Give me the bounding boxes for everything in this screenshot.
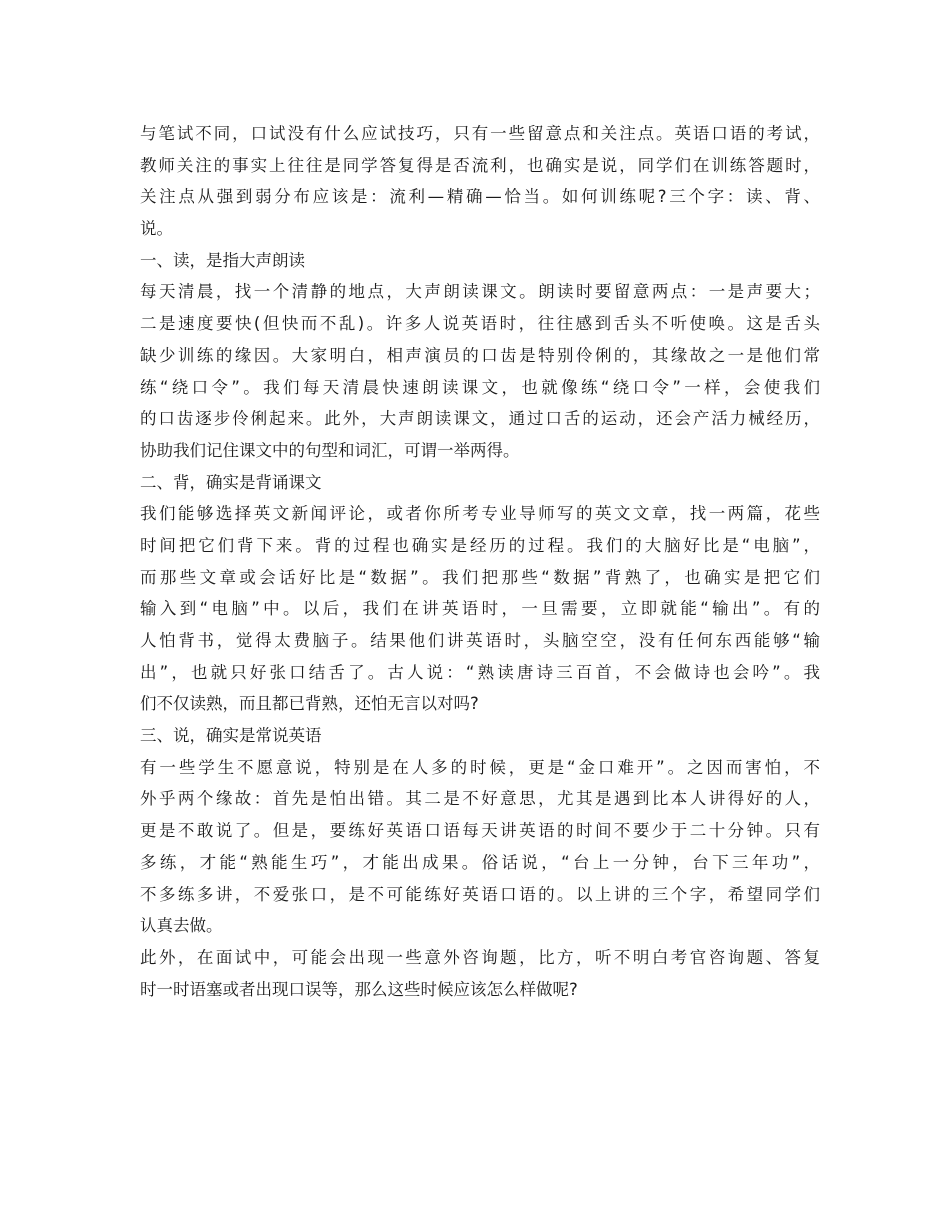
- text-line: 时间把它们背下来。背的过程也确实是经历的过程。我们的大脑好比是“电脑”，: [140, 535, 820, 555]
- text-line: 教师关注的事实上往往是同学答复得是否流利，也确实是说，同学们在训练答题时，: [140, 155, 820, 175]
- text-line: 二是速度要快(但快而不乱)。许多人说英语时，往往感到舌头不听使唤。这是舌头: [140, 314, 820, 334]
- text-line: 时一时语塞或者出现口误等，那么这些时候应该怎么样做呢?: [140, 979, 578, 999]
- text-line: 的口齿逐步伶俐起来。此外，大声朗读课文，通过口舌的运动，还会产活力械经历，: [140, 409, 820, 429]
- text-line: 输入到“电脑”中。以后，我们在讲英语时，一旦需要，立即就能“输出”。有的: [140, 599, 820, 619]
- text-line: 认真去做。: [140, 916, 223, 936]
- text-line: 而那些文章或会话好比是“数据”。我们把那些“数据”背熟了，也确实是把它们: [140, 567, 820, 587]
- text-line: 缺少训练的缘因。大家明白，相声演员的口齿是特别伶俐的，其缘故之一是他们常: [140, 345, 820, 365]
- text-line: 外乎两个缘故：首先是怕出错。其二是不好意思，尤其是遇到比本人讲得好的人，: [140, 789, 820, 809]
- text-line: 一、读，是指大声朗读: [140, 250, 305, 270]
- text-line: 此外，在面试中，可能会出现一些意外咨询题，比方，听不明白考官咨询题、答复: [140, 947, 820, 967]
- document-body: [140, 118, 820, 1005]
- text-line: 三、说，确实是常说英语: [140, 726, 322, 746]
- text-line: 练“绕口令”。我们每天清晨快速朗读课文，也就像练“绕口令”一样，会使我们: [140, 377, 820, 397]
- text-line: 更是不敢说了。但是，要练好英语口语每天讲英语的时间不要少于二十分钟。只有: [140, 821, 820, 841]
- text-line: 不多练多讲，不爱张口，是不可能练好英语口语的。以上讲的三个字，希望同学们: [140, 884, 820, 904]
- text-line: 多练，才能“熟能生巧”，才能出成果。俗话说，“台上一分钟，台下三年功”，: [140, 852, 820, 872]
- text-line: 人怕背书，觉得太费脑子。结果他们讲英语时，头脑空空，没有任何东西能够“输: [140, 631, 820, 650]
- text-line: 与笔试不同，口试没有什么应试技巧，只有一些留意点和关注点。英语口语的考试，: [140, 124, 820, 143]
- text-line: 关注点从强到弱分布应该是：流利—精确—恰当。如何训练呢?三个字：读、背、: [140, 187, 820, 207]
- text-line: 每天清晨，找一个清静的地点，大声朗读课文。朗读时要留意两点：一是声要大；: [140, 282, 820, 302]
- text-line: 说。: [140, 219, 173, 239]
- text-line: 出”，也就只好张口结舌了。古人说：“熟读唐诗三百首，不会做诗也会吟”。我: [140, 662, 820, 682]
- text-line: 二、背，确实是背诵课文: [140, 472, 322, 492]
- text-line: 协助我们记住课文中的句型和词汇，可谓一举两得。: [140, 440, 520, 460]
- text-line: 我们能够选择英文新闻评论，或者你所考专业导师写的英文文章，找一两篇，花些: [140, 504, 820, 524]
- text-line: 们不仅读熟，而且都已背熟，还怕无言以对吗?: [140, 694, 479, 714]
- text-line: 有一些学生不愿意说，特别是在人多的时候，更是“金口难开”。之因而害怕，不: [140, 757, 820, 777]
